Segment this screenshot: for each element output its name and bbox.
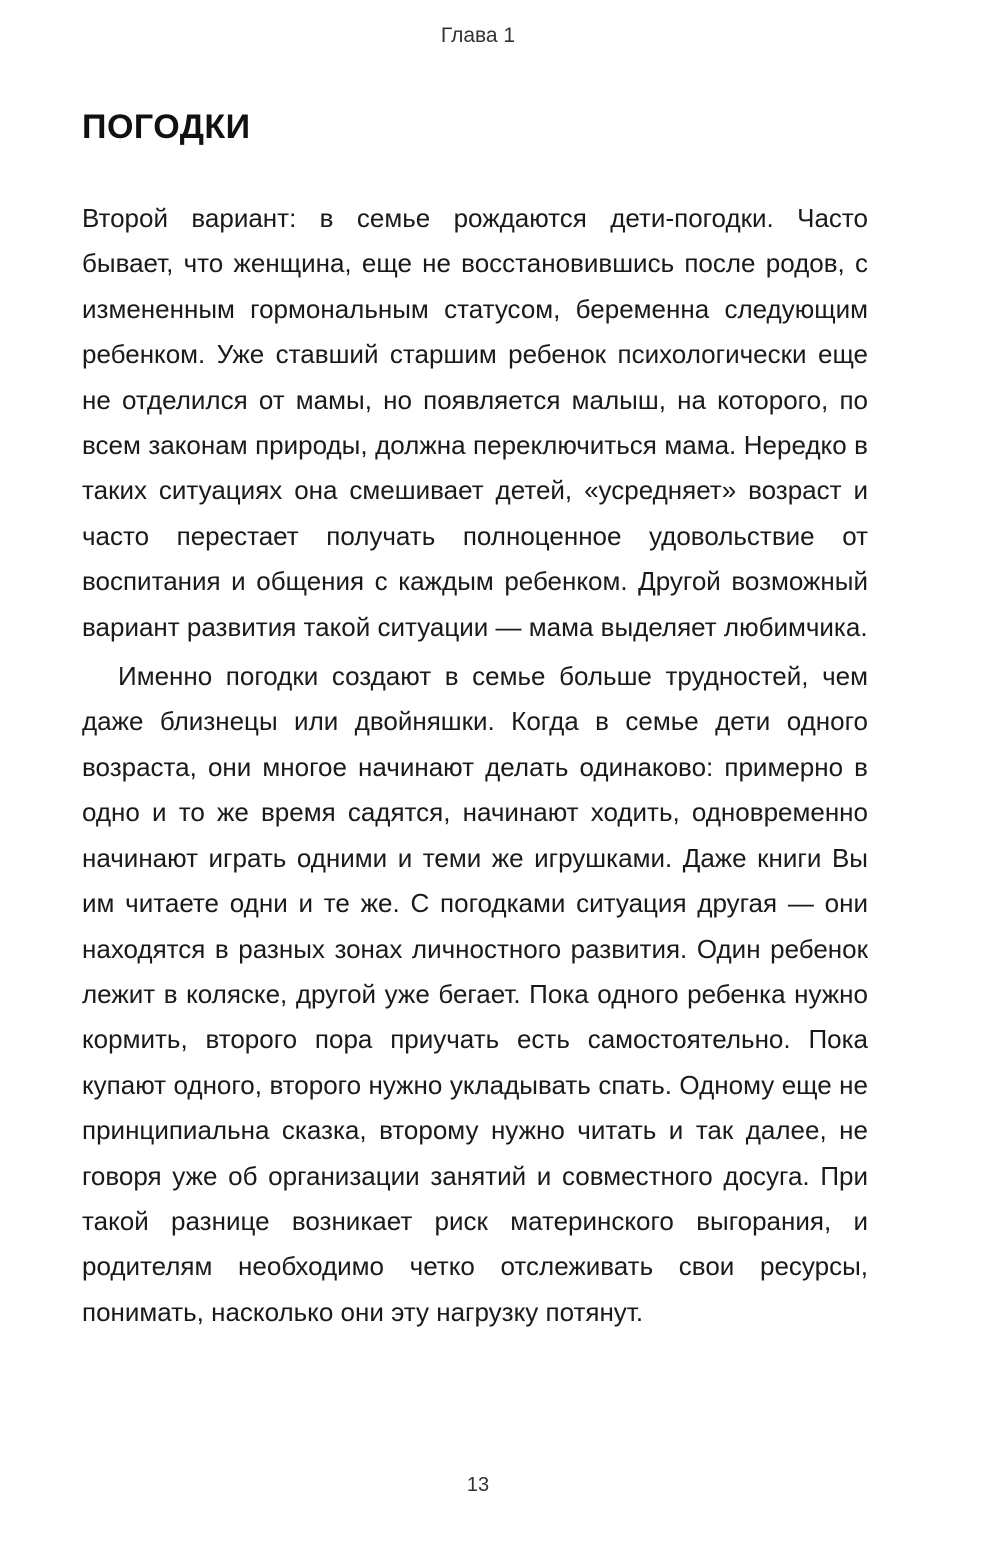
paragraph-2: Именно погодки создают в семье больше трудностей, чем даже близнецы или двойняшки. Когда в семье дети одного возраста, они многое начинают делать одинаково: примерно в одно и то же время садятся, начинают ходить, одновременно начинают играть одними и теми же игрушками. Даже книги Вы им читаете одни и те же. С погодками ситуация другая — они находятся в разных зонах личностного развития. Один ребенок лежит в коляске, другой уже бегает. Пока одного ребенка нужно кормить, второго пора приучать есть самостоятельно. Пока купают одного, второго нужно укладывать спать. Одному еще не принципиальна сказка, второму нужно читать и так далее, не говоря уже об организации занятий и совместного досуга. При такой разнице возникает риск материнского выгорания, и родителям необходимо четко отслеживать свои ресурсы, понимать, насколько они эту нагрузку потянут. xyxy=(82,661,868,1327)
page-number: 13 xyxy=(466,1474,490,1496)
paragraph-1: Второй вариант: в семье рождаются дети-погодки. Часто бывает, что женщина, еще не восстановившись после родов, с измененным гормональным статусом, беременна следующим ребенком. Уже ставший старшим ребенок психологически еще не отделился от мамы, но появляется малыш, на которого, по всем законам природы, должна переключиться мама. Нередко в таких ситуациях она смешивает детей, «усредняет» возраст и часто перестает получать полноценное удовольствие от воспитания и общения с каждым ребенком. Другой возможный вариант развития такой ситуации — мама выделяет любимчика. xyxy=(82,203,868,642)
body-text xyxy=(82,196,868,1335)
running-head: Глава 1 xyxy=(440,24,516,47)
section-title: ПОГОДКИ xyxy=(82,108,251,146)
